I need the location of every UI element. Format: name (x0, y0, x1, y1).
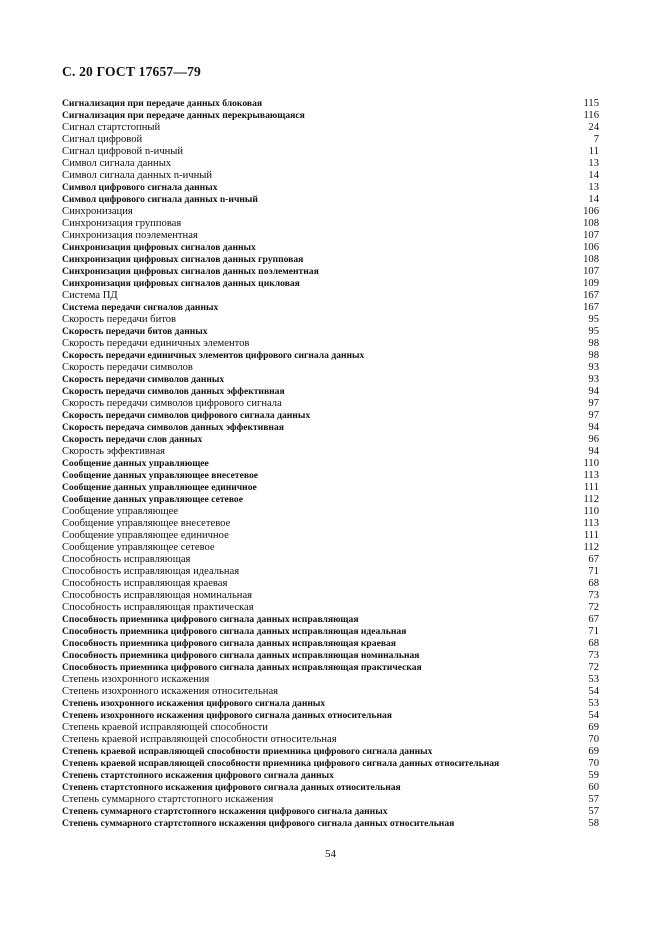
index-term: Сообщение данных управляющее внесетевое (62, 470, 259, 481)
index-entry (62, 350, 599, 362)
index-page-ref: 70 (588, 734, 599, 745)
index-term: Скорость передачи битов данных (62, 326, 208, 337)
index-term: Система передачи сигналов данных (62, 302, 219, 313)
index-entry (62, 530, 599, 542)
index-term: Скорость передачи символов данных (62, 374, 225, 385)
index-entry (62, 314, 599, 326)
index-term: Сигнал стартстопный (62, 122, 161, 133)
index-page-ref: 113 (583, 470, 599, 481)
index-term: Сообщение управляющее сетевое (62, 542, 215, 553)
index-page-ref: 59 (588, 770, 599, 781)
index-entry (62, 158, 599, 170)
index-page-ref: 72 (588, 602, 599, 613)
index-entry (62, 206, 599, 218)
index-page-ref: 115 (583, 98, 599, 109)
index-page-ref: 53 (588, 674, 599, 685)
index-entry (62, 710, 599, 722)
index-page-ref: 73 (588, 590, 599, 601)
index-page-ref: 108 (583, 218, 599, 229)
index-term: Сообщение управляющее (62, 506, 179, 517)
index-term: Степень суммарного стартстопного искажения (62, 794, 274, 805)
index-page-ref: 107 (583, 230, 599, 241)
index-term: Скорость передачи слов данных (62, 434, 203, 445)
index-entry (62, 326, 599, 338)
index-page-ref: 112 (583, 494, 599, 505)
index-term: Степень суммарного стартстопного искажения цифрового сигнала данных (62, 806, 388, 817)
index-page-ref: 97 (588, 398, 599, 409)
index-term: Скорость передача символов данных эффективная (62, 422, 284, 433)
index-entry (62, 578, 599, 590)
index-term: Степень изохронного искажения относительная (62, 686, 279, 697)
index-entry (62, 770, 599, 782)
index-page-ref: 94 (588, 446, 599, 457)
index-page-ref: 14 (588, 170, 599, 181)
index-term: Способность исправляющая краевая (62, 578, 228, 589)
index-page-ref: 13 (588, 182, 599, 193)
index-page-ref: 167 (583, 290, 599, 301)
index-term: Степень краевой исправляющей способности приемника цифрового сигнала данных относительная (62, 758, 500, 769)
index-entry (62, 590, 599, 602)
index-term: Синхронизация цифровых сигналов данных поэлементная (62, 266, 319, 277)
index-term: Способность приемника цифрового сигнала данных исправляющая номинальная (62, 650, 420, 661)
index-page-ref: 58 (588, 818, 599, 829)
page-number: 54 (325, 848, 336, 860)
index-term: Степень краевой исправляющей способности (62, 722, 268, 733)
index-term: Сигнализация при передаче данных перекрывающаяся (62, 110, 305, 121)
index-term: Сообщение управляющее единичное (62, 530, 229, 541)
index-entry (62, 614, 599, 626)
index-term: Синхронизация цифровых сигналов данных групповая (62, 254, 304, 265)
index-entry (62, 398, 599, 410)
index-term: Способность приемника цифрового сигнала данных исправляющая идеальная (62, 626, 407, 637)
term-index (62, 98, 599, 830)
index-term: Способность приемника цифрового сигнала данных исправляющая (62, 614, 359, 625)
index-page-ref: 73 (588, 650, 599, 661)
index-page-ref: 57 (588, 794, 599, 805)
index-term: Способность исправляющая (62, 554, 191, 565)
index-term: Символ цифрового сигнала данных n-ичный (62, 194, 258, 205)
index-page-ref: 94 (588, 422, 599, 433)
index-entry (62, 470, 599, 482)
index-entry (62, 134, 599, 146)
index-entry (62, 278, 599, 290)
index-term: Степень стартстопного искажения цифрового сигнала данных (62, 770, 334, 781)
index-page-ref: 7 (593, 134, 599, 145)
index-term: Скорость передачи единичных элементов цифрового сигнала данных (62, 350, 365, 361)
index-term: Сообщение управляющее внесетевое (62, 518, 231, 529)
index-page-ref: 11 (588, 146, 599, 157)
index-page-ref: 95 (588, 314, 599, 325)
index-term: Скорость эффективная (62, 446, 166, 457)
index-page-ref: 112 (583, 542, 599, 553)
index-term: Способность исправляющая идеальная (62, 566, 240, 577)
index-term: Скорость передачи единичных элементов (62, 338, 250, 349)
index-page-ref: 67 (588, 614, 599, 625)
index-page-ref: 24 (588, 122, 599, 133)
index-entry (62, 410, 599, 422)
index-term: Сообщение данных управляющее единичное (62, 482, 257, 493)
index-entry (62, 422, 599, 434)
index-term: Скорость передачи символов цифрового сигнала (62, 398, 282, 409)
index-entry (62, 362, 599, 374)
index-page-ref: 71 (588, 566, 599, 577)
index-entry (62, 434, 599, 446)
index-entry (62, 482, 599, 494)
index-entry (62, 338, 599, 350)
index-entry (62, 194, 599, 206)
index-page-ref: 96 (588, 434, 599, 445)
index-term: Сигнал цифровой (62, 134, 143, 145)
index-entry (62, 686, 599, 698)
index-entry (62, 506, 599, 518)
index-page-ref: 107 (583, 266, 599, 277)
index-entry (62, 290, 599, 302)
index-entry (62, 722, 599, 734)
index-page-ref: 14 (588, 194, 599, 205)
index-page-ref: 113 (583, 518, 599, 529)
index-term: Сигнал цифровой n-ичный (62, 146, 184, 157)
index-entry (62, 374, 599, 386)
index-term: Синхронизация цифровых сигналов данных цикловая (62, 278, 300, 289)
index-page-ref: 106 (583, 206, 599, 217)
index-term: Синхронизация поэлементная (62, 230, 198, 241)
index-entry (62, 554, 599, 566)
index-page-ref: 67 (588, 554, 599, 565)
index-term: Степень изохронного искажения (62, 674, 210, 685)
index-entry (62, 494, 599, 506)
index-entry (62, 98, 599, 110)
index-page-ref: 57 (588, 806, 599, 817)
index-entry (62, 758, 599, 770)
index-entry (62, 542, 599, 554)
index-entry (62, 734, 599, 746)
index-term: Символ цифрового сигнала данных (62, 182, 218, 193)
index-entry (62, 782, 599, 794)
index-entry (62, 110, 599, 122)
index-entry (62, 794, 599, 806)
index-entry (62, 806, 599, 818)
index-term: Символ сигнала данных n-ичный (62, 170, 213, 181)
index-entry (62, 254, 599, 266)
index-page-ref: 95 (588, 326, 599, 337)
index-term: Степень изохронного искажения цифрового сигнала данных (62, 698, 326, 709)
index-page-ref: 167 (583, 302, 599, 313)
index-page-ref: 13 (588, 158, 599, 169)
index-page-ref: 54 (588, 710, 599, 721)
index-term: Синхронизация групповая (62, 218, 182, 229)
index-term: Степень изохронного искажения цифрового сигнала данных относительная (62, 710, 392, 721)
index-entry (62, 458, 599, 470)
index-term: Способность приемника цифрового сигнала данных исправляющая краевая (62, 638, 396, 649)
index-entry (62, 602, 599, 614)
index-entry (62, 302, 599, 314)
index-page-ref: 54 (588, 686, 599, 697)
index-page-ref: 68 (588, 638, 599, 649)
index-page-ref: 111 (583, 530, 599, 541)
index-page-ref: 93 (588, 362, 599, 373)
index-page-ref: 53 (588, 698, 599, 709)
index-entry (62, 638, 599, 650)
index-entry (62, 674, 599, 686)
index-term: Синхронизация (62, 206, 133, 217)
index-page-ref: 106 (583, 242, 599, 253)
index-term: Способность исправляющая практическая (62, 602, 254, 613)
index-entry (62, 446, 599, 458)
index-entry (62, 698, 599, 710)
index-entry (62, 218, 599, 230)
index-page-ref: 70 (588, 758, 599, 769)
index-page-ref: 93 (588, 374, 599, 385)
index-entry (62, 626, 599, 638)
index-term: Символ сигнала данных (62, 158, 172, 169)
index-term: Степень краевой исправляющей способности приемника цифрового сигнала данных (62, 746, 433, 757)
index-entry (62, 266, 599, 278)
index-entry (62, 650, 599, 662)
index-page-ref: 68 (588, 578, 599, 589)
index-entry (62, 170, 599, 182)
index-term: Степень краевой исправляющей способности относительная (62, 734, 337, 745)
page-header: С. 20 ГОСТ 17657—79 (62, 64, 201, 79)
index-page-ref: 97 (588, 410, 599, 421)
index-term: Степень стартстопного искажения цифрового сигнала данных относительная (62, 782, 401, 793)
index-entry (62, 122, 599, 134)
index-entry (62, 386, 599, 398)
index-page-ref: 98 (588, 338, 599, 349)
index-entry (62, 242, 599, 254)
index-page-ref: 110 (583, 458, 599, 469)
index-term: Синхронизация цифровых сигналов данных (62, 242, 256, 253)
index-entry (62, 182, 599, 194)
index-page-ref: 60 (588, 782, 599, 793)
index-page-ref: 94 (588, 386, 599, 397)
index-page-ref: 69 (588, 722, 599, 733)
index-page-ref: 110 (583, 506, 599, 517)
index-entry (62, 662, 599, 674)
index-term: Скорость передачи битов (62, 314, 177, 325)
index-page-ref: 69 (588, 746, 599, 757)
index-page-ref: 116 (583, 110, 599, 121)
index-entry (62, 746, 599, 758)
index-page-ref: 72 (588, 662, 599, 673)
index-entry (62, 518, 599, 530)
index-term: Сообщение данных управляющее сетевое (62, 494, 243, 505)
index-term: Сообщение данных управляющее (62, 458, 209, 469)
index-term: Сигнализация при передаче данных блоковая (62, 98, 263, 109)
index-term: Скорость передачи символов данных эффективная (62, 386, 285, 397)
index-term: Степень суммарного стартстопного искажения цифрового сигнала данных относительная (62, 818, 455, 829)
index-page-ref: 98 (588, 350, 599, 361)
index-entry (62, 230, 599, 242)
index-page-ref: 111 (583, 482, 599, 493)
index-page-ref: 109 (583, 278, 599, 289)
index-page-ref: 108 (583, 254, 599, 265)
index-term: Скорость передачи символов цифрового сигнала данных (62, 410, 311, 421)
index-entry (62, 566, 599, 578)
index-page-ref: 71 (588, 626, 599, 637)
index-term: Система ПД (62, 290, 118, 301)
index-term: Способность приемника цифрового сигнала данных исправляющая практическая (62, 662, 422, 673)
index-entry (62, 146, 599, 158)
index-term: Способность исправляющая номинальная (62, 590, 253, 601)
index-term: Скорость передачи символов (62, 362, 193, 373)
index-entry (62, 818, 599, 830)
